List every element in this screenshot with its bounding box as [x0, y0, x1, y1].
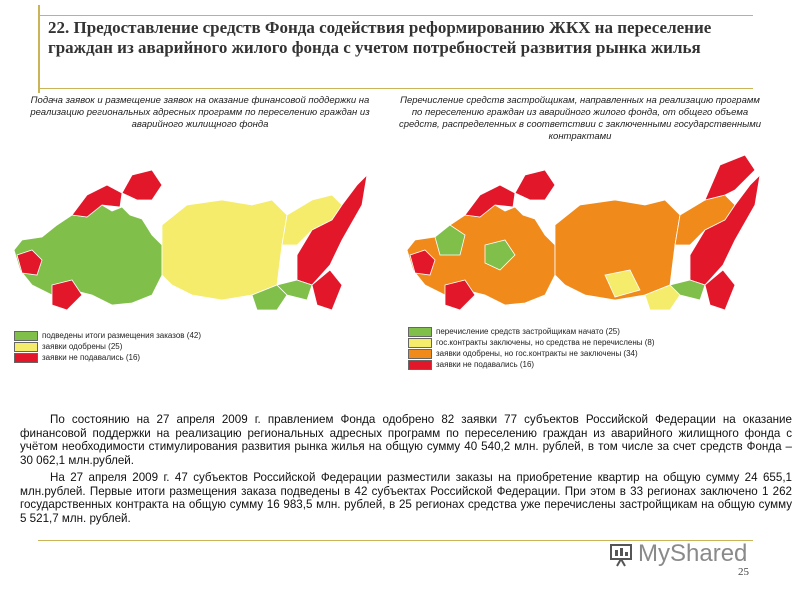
decor-title-underline [38, 88, 753, 89]
legend-swatch-yellow [14, 342, 38, 352]
decor-top-line [38, 15, 753, 16]
legend-label: гос.контракты заключены, но средства не перечислены (8) [436, 338, 655, 347]
legend-label: заявки одобрены (25) [42, 342, 123, 351]
legend-item [408, 348, 655, 359]
paragraph-1: По состоянию на 27 апреля 2009 г. правлением Фонда одобрено 82 заявки 77 субъектов Российской Федерации на оказание финансовой поддержки на реализацию региональных адресных программ по переселению граждан из аварийного жилищного фонда с учётом необходимости стимулирования развития рынка жилья на общую сумму 40 540,2 млн. рублей, в том числе за счет средств Фонда – 30 062,1 млн.рублей. [20, 413, 792, 467]
right-map-legend [408, 326, 655, 370]
legend-label: перечисление средств застройщикам начато (25) [436, 327, 620, 336]
legend-item [14, 352, 201, 363]
legend-label: заявки одобрены, но гос.контракты не заключены (34) [436, 349, 638, 358]
map-region-north-red [122, 170, 162, 200]
body-text [20, 413, 792, 529]
legend-swatch-green [408, 327, 432, 337]
left-map-legend [14, 330, 201, 363]
presentation-board-icon [608, 541, 634, 567]
legend-label: заявки не подавались (16) [436, 360, 535, 369]
legend-item [408, 326, 655, 337]
legend-swatch-red [14, 353, 38, 363]
legend-label: заявки не подавались (16) [42, 353, 141, 362]
right-map-caption: Перечисление средств застройщикам, направленных на реализацию программ по переселению граждан из аварийного жилого фонда, от общего объема средств, распределенных в соответствии с заключенными государственными контрактами [398, 95, 762, 142]
legend-swatch-green [14, 331, 38, 341]
legend-item [14, 341, 201, 352]
legend-label: подведены итоги размещения заказов (42) [42, 331, 202, 340]
left-russia-map [12, 145, 392, 320]
right-russia-map [405, 145, 785, 320]
legend-swatch-red [408, 360, 432, 370]
legend-swatch-orange [408, 349, 432, 359]
slide-title: 22. Предоставление средств Фонда содействия реформированию ЖКХ на переселение граждан из аварийного жилого фонда с учетом потребностей развития рынка жилья [48, 18, 712, 57]
page-number: 25 [738, 566, 749, 578]
legend-item [408, 359, 655, 370]
decor-vertical-line [38, 5, 40, 93]
legend-item [14, 330, 201, 341]
legend-item [408, 337, 655, 348]
myshared-logo [608, 540, 747, 568]
map-region-north-red [515, 170, 555, 200]
map-region-siberia-yellow [162, 200, 287, 300]
legend-swatch-yellow [408, 338, 432, 348]
paragraph-2: На 27 апреля 2009 г. 47 субъектов Российской Федерации разместили заказы на приобретение квартир на общую сумму 24 655,1 млн.рублей. Первые итоги размещения заказа подведены в 42 субъектах Российской Федерации. При этом в 33 регионах заключено 1 262 государственных контракта на общую сумму 16 983,5 млн. рублей, в 25 регионах средства уже перечислены застройщикам на общую сумму 5 521,7 млн. рублей. [20, 471, 792, 525]
left-map-caption: Подача заявок и размещение заявок на оказание финансовой поддержки на реализацию региональных адресных программ по переселению граждан из аварийного жилищного фонда [30, 95, 370, 130]
logo-text: MyShared [638, 540, 748, 567]
